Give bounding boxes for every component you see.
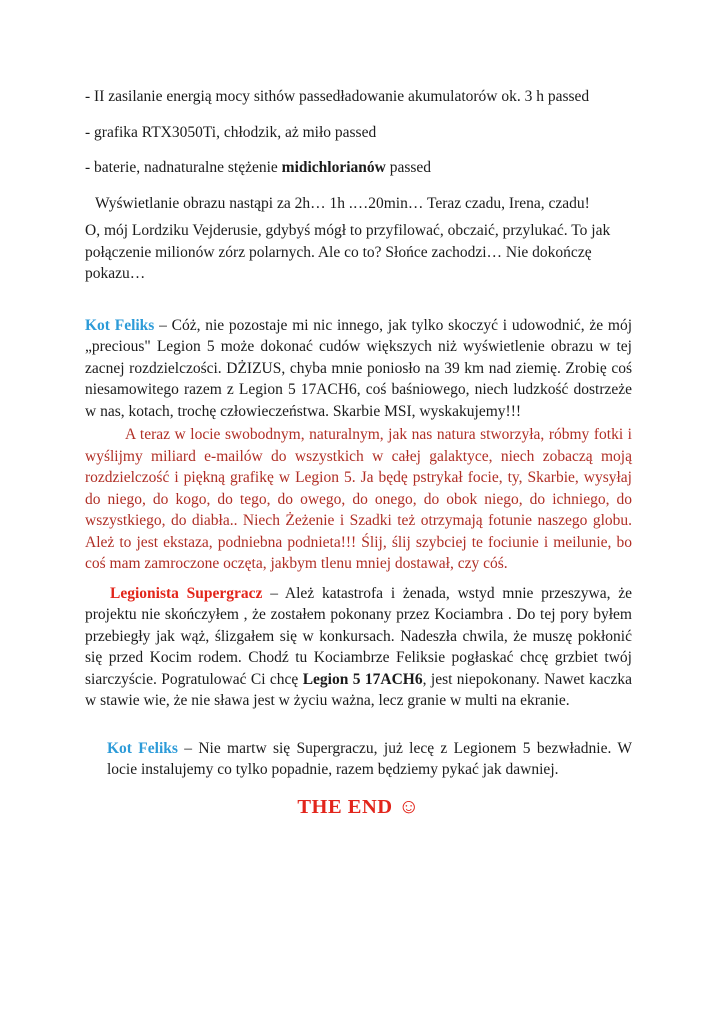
kot-feliks-1-separator: – [154, 316, 172, 334]
kot-feliks-2-body: Nie martw się Supergraczu, już lecę z Legionem 5 bezwładnie. W locie instalujemy co tylko popadnie, razem będziemy pykać jak dawniej. [107, 739, 633, 778]
legionista-body-1: Ależ katastrofa i żenada, wstyd mnie przeszywa, że projektu nie skończyłem , że zostałem pokonany przez Kociambra . Do tej pory byłem przebiegły jak wąż, ślizgałem się w konkursach. Nadeszła chwila, że muszę pokłonić się przed Kocim rodem. Chodź tu Kociambrze Feliksie pogłaskać chcę grzbiet twój siarczyście. Pogratulować Ci chcę [85, 584, 632, 688]
legionista-body-2: , jest niepokonany. Nawet kaczka w stawie wie, że nie sława jest w życiu ważna, lecz granie w multi na ekranie. [85, 670, 633, 709]
speaker-label-kot-feliks-2: Kot Feliks [107, 739, 178, 757]
bullet-line-battery [85, 157, 632, 179]
kot-feliks-1-body: Cóż, nie pozostaje mi nic innego, jak tylko skoczyć i udowodnić, że mój „precious" Legion 5 może dokonać cudów większych niż wyświetlenie obrazu w tej zacnej rozdzielczości. DŻIZUS, chyba mnie poniosło na 39 km nad ziemię. Zrobię coś niesamowitego razem z Legion 5 17ACH6, coś baśniowego, niech ludzkość dostrzeże w nas, kotach, trochę człowieczeństwa. Skarbie MSI, wyskakujemy!!! [85, 316, 632, 420]
bullet-battery-text-post: passed [385, 159, 432, 176]
legionista-paragraph [85, 583, 632, 712]
kot-feliks-paragraph-1 [85, 315, 632, 423]
the-end-title [85, 794, 632, 820]
bullet-line-power: - II zasilanie energią mocy sithów passedładowanie akumulatorów ok. 3 h passed [85, 88, 590, 105]
legionista-separator: – [262, 584, 285, 602]
red-monologue-paragraph: A teraz w locie swobodnym, naturalnym, jak nas natura stworzyła, róbmy fotki i wyślijmy miliard e-mailów do wszystkich w całej galaktyce, niech zobaczą moją rozdzielczość i piękną grafikę w Legion 5. Ja będę pstrykał focie, ty, Skarbie, wysyłaj do niego, do kogo, do tego, do owego, do onego, do obok niego, do ichniego, do wszystkiego, do diabła.. Niech Żeżenie i Szadki też otrzymają fotunie naszego globu. Ależ to jest ekstaza, podniebna podnieta!!! Ślij, ślij szybciej te fociunie i meilunie, bo coś mam zamroczone oczęta, jakbym tlenu mniej dostawał, czy cóś. [85, 426, 632, 572]
bullet-line-gpu: - grafika RTX3050Ti, chłodzik, aż miło passed [85, 123, 377, 141]
legionista-bold-laptop-name: Legion 5 17ACH6 [302, 670, 423, 688]
bullet-battery-text-pre: - baterie, nadnaturalne stężenie [85, 159, 282, 176]
speaker-label-kot-feliks-1: Kot Feliks [85, 316, 155, 334]
kot-feliks-paragraph-2 [107, 738, 632, 781]
speaker-label-legionista: Legionista Supergracz [110, 584, 263, 602]
narration-paragraph: O, mój Lordziku Vejderusie, gdybyś mógł to przyfilować, obczaić, przylukać. To jak połączenie milionów zórz polarnych. Ale co to? Słońce zachodzi… Nie dokończę pokazu… [85, 222, 611, 282]
bullet-battery-bold-word: midichlorianów [281, 159, 386, 176]
smiley-icon: ☺ [398, 795, 420, 818]
the-end-text: THE END [297, 795, 399, 818]
kot-feliks-2-separator: – [177, 739, 199, 757]
display-countdown-line: Wyświetlanie obrazu nastąpi za 2h… 1h .…20min… Teraz czadu, Irena, czadu! [95, 194, 590, 212]
